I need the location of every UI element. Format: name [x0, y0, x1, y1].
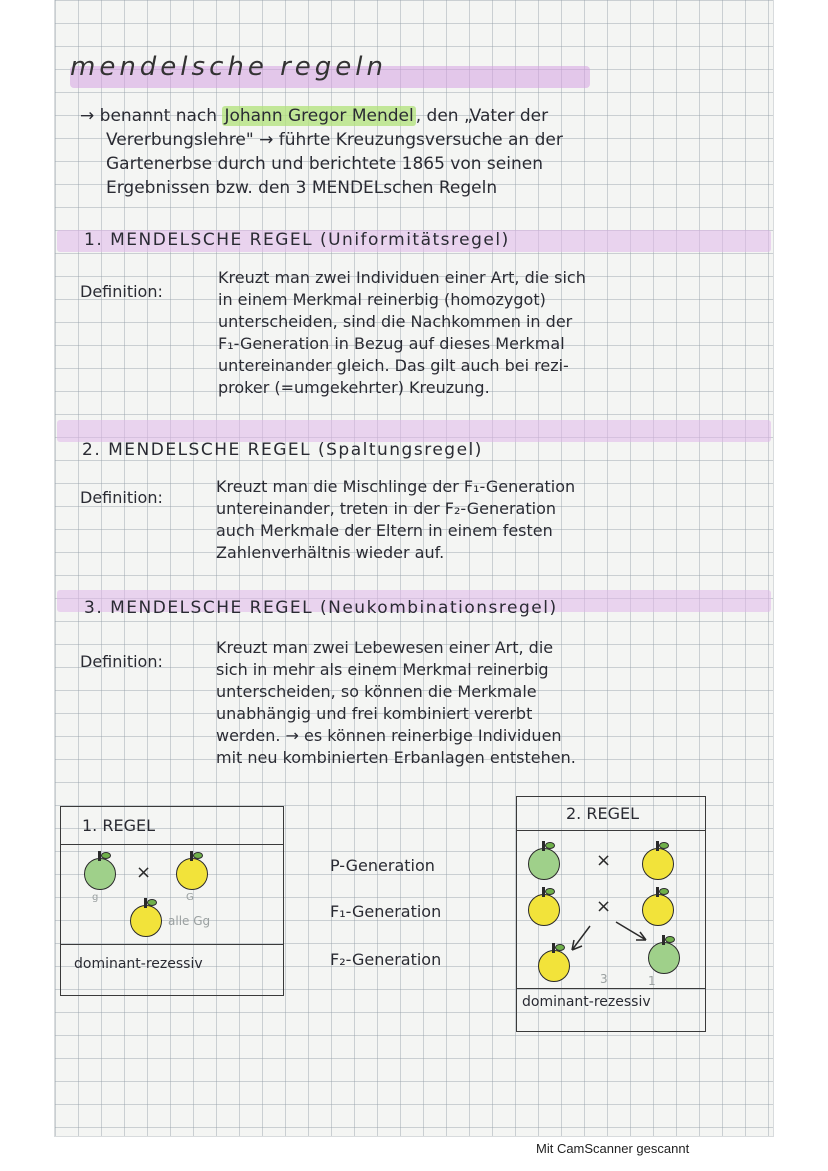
intro-line2: Vererbungslehre" → führte Kreuzungsversuche an der: [106, 130, 563, 150]
rule3-line: unabhängig und frei kombiniert vererbt: [216, 704, 533, 723]
f1-generation-label: F₁-Generation: [330, 902, 442, 921]
rule1-line: Kreuzt man zwei Individuen einer Art, die sich: [218, 268, 586, 287]
rule2-caption: dominant-rezessiv: [522, 994, 651, 1010]
intro-paragraph: [80, 104, 770, 200]
yellow-pea-icon: [642, 848, 674, 880]
rule2-diagram-title: 2. REGEL: [566, 804, 639, 823]
cross-symbol: ×: [136, 862, 152, 883]
genotype-G-label: G: [186, 892, 194, 903]
yellow-pea-icon: [176, 858, 208, 890]
rule3-line: sich in mehr als einem Merkmal reinerbig: [216, 660, 549, 679]
rule3-line: mit neu kombinierten Erbanlagen entstehen.: [216, 748, 576, 767]
arrows-icon: [560, 918, 660, 958]
intro-line3: Gartenerbse durch und berichtete 1865 von seinen: [106, 154, 543, 174]
rule1-line: F₁-Generation in Bezug auf dieses Merkmal: [218, 334, 565, 353]
rule2-line: Kreuzt man die Mischlinge der F₁-Generation: [216, 477, 576, 496]
rule1-caption: dominant-rezessiv: [74, 956, 203, 972]
green-pea-icon: [648, 942, 680, 974]
genotype-g-label: g: [92, 892, 99, 903]
rule1-line: proker (=umgekehrter) Kreuzung.: [218, 378, 490, 397]
rule2-line: untereinander, treten in der F₂-Generation: [216, 499, 557, 518]
cross-symbol: ×: [596, 896, 612, 917]
rule2-box-divider: [516, 988, 706, 989]
yellow-pea-icon: [130, 905, 162, 937]
rule3-heading: 3. MENDELSCHE REGEL (Neukombinationsregel): [84, 598, 558, 618]
rule1-diagram-title: 1. REGEL: [82, 816, 155, 835]
f2-generation-label: F₂-Generation: [330, 950, 442, 969]
rule3-line: Kreuzt man zwei Lebewesen einer Art, die: [216, 638, 554, 657]
green-pea-icon: [528, 848, 560, 880]
rule2-heading: 2. MENDELSCHE REGEL (Spaltungsregel): [82, 440, 483, 460]
yellow-pea-icon: [538, 950, 570, 982]
rule2-definition-text: [216, 476, 756, 564]
rule2-line: Zahlenverhältnis wieder auf.: [216, 543, 445, 562]
rule1-line: unterscheiden, sind die Nachkommen in der: [218, 312, 573, 331]
rule3-definition-text: [216, 637, 756, 769]
yellow-pea-icon: [528, 894, 560, 926]
mendel-name: Johann Gregor Mendel: [224, 106, 414, 126]
rule1-heading: 1. MENDELSCHE REGEL (Uniformitätsregel): [84, 230, 510, 250]
p-generation-label: P-Generation: [330, 856, 435, 875]
rule3-definition-label: Definition:: [80, 652, 163, 671]
all-Gg-label: alle Gg: [168, 914, 211, 928]
rule1-box-divider: [60, 844, 284, 845]
rule1-line: in einem Merkmal reinerbig (homozygot): [218, 290, 546, 309]
camscanner-footer: Mit CamScanner gescannt: [536, 1141, 690, 1156]
ratio-1-label: 1: [648, 974, 656, 988]
page-title: mendelsche regeln: [70, 52, 387, 82]
cross-symbol: ×: [596, 850, 612, 871]
rule2-definition-label: Definition:: [80, 488, 163, 507]
intro-line4-pre: Ergebnissen bzw. den: [106, 178, 296, 198]
rule1-line: untereinander gleich. Das gilt auch bei rezi-: [218, 356, 569, 375]
rule2-highlight: [57, 420, 771, 442]
rule2-box-divider: [516, 830, 706, 831]
green-pea-icon: [84, 858, 116, 890]
rule3-line: werden. → es können reinerbige Individuen: [216, 726, 562, 745]
intro-three-rules: 3 MENDELschen Regeln: [295, 178, 498, 198]
intro-line1-post: , den „Vater der: [415, 106, 549, 126]
intro-line1-pre: → benannt nach: [80, 106, 223, 126]
rule1-box-divider: [60, 944, 284, 945]
rule2-line: auch Merkmale der Eltern in einem festen: [216, 521, 553, 540]
ratio-3-label: 3: [600, 972, 608, 986]
rule1-definition-label: Definition:: [80, 282, 163, 301]
rule1-definition-text: [218, 267, 758, 399]
rule3-line: unterscheiden, so können die Merkmale: [216, 682, 537, 701]
